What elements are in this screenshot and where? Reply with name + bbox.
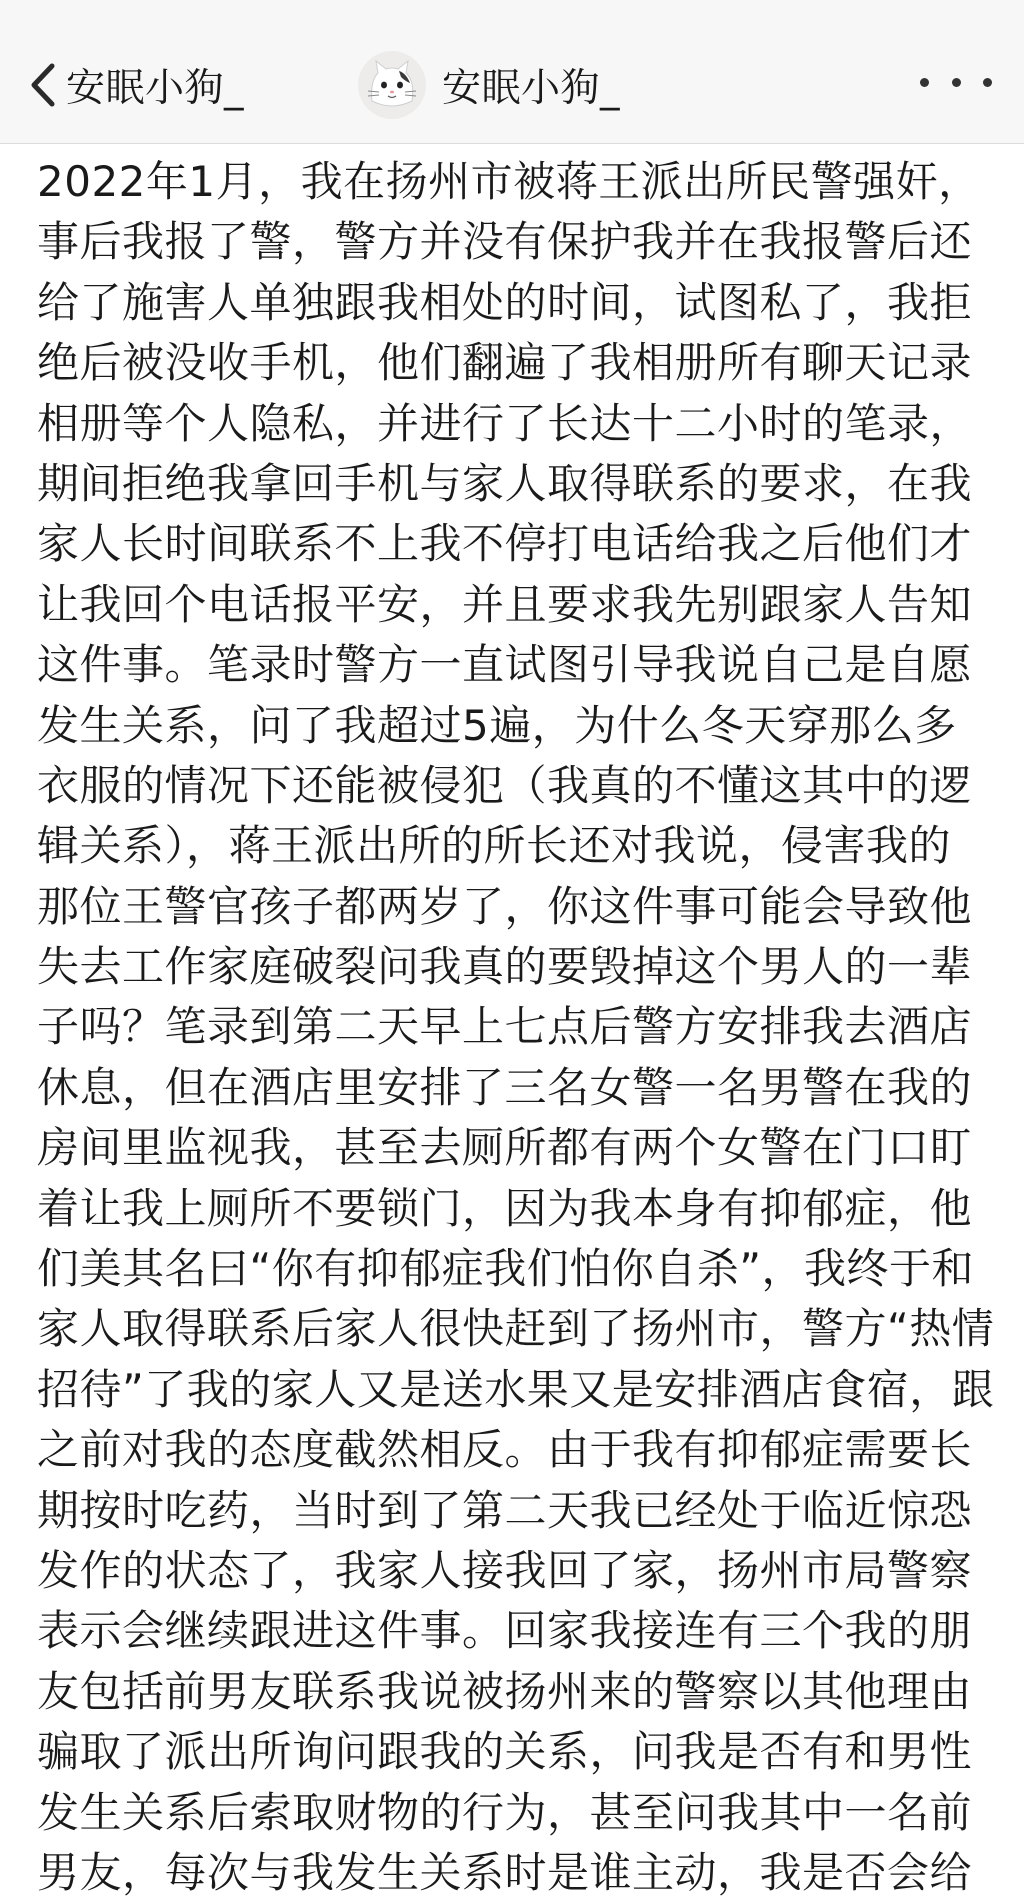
post-text-line: 友包括前男友联系我说被扬州来的警察以其他理由	[37, 1666, 973, 1716]
post-text-line: 2022年1月，我在扬州市被蒋王派出所民警强奸，	[37, 157, 981, 206]
top-nav-bar	[0, 0, 1024, 144]
post-text-line: 骗取了派出所询问跟我的关系，问我是否有和男性	[37, 1727, 973, 1777]
post-text-line: 们美其名曰“你有抑郁症我们怕你自杀”，我终于和	[37, 1244, 975, 1294]
post-body	[37, 152, 995, 1896]
post-text-line: 发作的状态了，我家人接我回了家，扬州市局警察	[37, 1545, 973, 1595]
post-text-line: 招待”了我的家人又是送水果又是安排酒店食宿，跟	[37, 1364, 995, 1414]
post-text-line: 房间里监视我，甚至去厕所都有两个女警在门口盯	[37, 1123, 973, 1173]
post-text-line: 之前对我的态度截然相反。由于我有抑郁症需要长	[37, 1425, 973, 1475]
post-text-line: 给了施害人单独跟我相处的时间，试图私了，我拒	[37, 277, 973, 327]
post-text-line: 发生关系后索取财物的行为，甚至问我其中一名前	[37, 1787, 973, 1837]
post-text-line: 期间拒绝我拿回手机与家人取得联系的要求，在我	[37, 458, 973, 508]
post-text-line: 家人取得联系后家人很快赶到了扬州市，警方“热情	[37, 1304, 995, 1354]
more-dot-icon	[983, 78, 992, 87]
post-text-line: 绝后被没收手机，他们翻遍了我相册所有聊天记录	[37, 338, 973, 388]
post-text-line: 男友，每次与我发生关系时是谁主动，我是否会给	[37, 1847, 973, 1896]
post-text-line: 那位王警官孩子都两岁了，你这件事可能会导致他	[37, 881, 973, 931]
post-text-line: 这件事。笔录时警方一直试图引导我说自己是自愿	[37, 640, 973, 690]
post-text-line: 着让我上厕所不要锁门，因为我本身有抑郁症，他	[37, 1183, 973, 1233]
more-dot-icon	[920, 78, 929, 87]
post-text-line: 让我回个电话报平安，并且要求我先别跟家人告知	[37, 579, 973, 629]
chevron-left-icon	[26, 60, 62, 110]
back-button[interactable]	[26, 50, 244, 120]
post-text-line: 辑关系），蒋王派出所的所长还对我说，侵害我的	[37, 821, 952, 871]
more-button[interactable]	[920, 62, 992, 102]
post-text-line: 家人长时间联系不上我不停打电话给我之后他们才	[37, 519, 973, 569]
post-text-line: 事后我报了警，警方并没有保护我并在我报警后还	[37, 217, 973, 267]
post-text-line: 子吗？笔录到第二天早上七点后警方安排我去酒店	[37, 1002, 973, 1052]
post-text-line: 相册等个人隐私，并进行了长达十二小时的笔录，	[37, 398, 973, 448]
post-text-line: 发生关系，问了我超过5遍，为什么冬天穿那么多	[37, 700, 957, 750]
post-text-line: 失去工作家庭破裂问我真的要毁掉这个男人的一辈	[37, 942, 973, 992]
post-text-line: 衣服的情况下还能被侵犯（我真的不懂这其中的逻	[37, 760, 973, 810]
back-label: 安眠小狗_	[66, 66, 245, 111]
nav-user-info[interactable]	[358, 50, 620, 120]
nav-title: 安眠小狗_	[442, 66, 621, 111]
post-text-line: 期按时吃药，当时到了第二天我已经处于临近惊恐	[37, 1485, 973, 1535]
more-dot-icon	[952, 78, 961, 87]
avatar[interactable]	[358, 51, 426, 119]
post-text-line: 表示会继续跟进这件事。回家我接连有三个我的朋	[37, 1606, 973, 1656]
post-text-line: 休息，但在酒店里安排了三名女警一名男警在我的	[37, 1062, 973, 1112]
